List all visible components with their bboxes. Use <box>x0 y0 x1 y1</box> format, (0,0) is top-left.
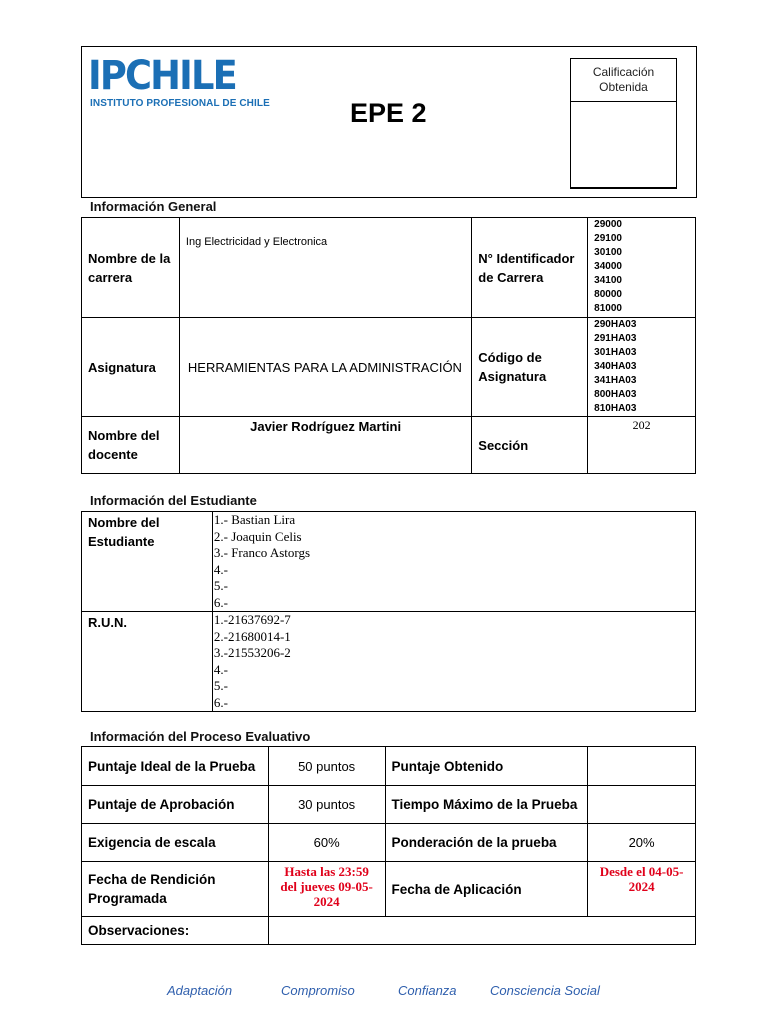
student-run: 1.-21637692-7 <box>213 612 291 627</box>
subject-code: 341HA03 <box>594 375 637 386</box>
student-name: 1.- Bastian Lira <box>213 512 296 527</box>
teacher-value: Javier Rodríguez Martini <box>179 417 471 474</box>
career-id-label: N° Identificador de Carrera <box>472 218 588 318</box>
weight-label: Ponderación de la prueba <box>385 824 588 862</box>
evaluation-info-title: Información del Proceso Evaluativo <box>90 729 311 744</box>
scale-value: 60% <box>268 824 385 862</box>
subject-code-label: Código de Asignatura <box>472 318 588 417</box>
footer-value-trust: Confianza <box>398 983 457 998</box>
general-info-title: Información General <box>90 199 217 214</box>
subject-code: 810HA03 <box>594 403 637 414</box>
footer-value-adaptation: Adaptación <box>167 983 233 998</box>
run-list <box>212 612 695 712</box>
teacher-label: Nombre del docente <box>82 417 180 474</box>
student-run: 5.- <box>213 678 228 693</box>
apply-date-value: Desde el 04-05-2024 <box>588 862 696 917</box>
career-id-list <box>588 218 696 318</box>
student-run: 2.-21680014-1 <box>213 628 291 644</box>
subject-code: 291HA03 <box>594 333 637 344</box>
run-label: R.U.N. <box>82 612 213 712</box>
ideal-score-label: Puntaje Ideal de la Prueba <box>82 747 269 786</box>
student-name-label: Nombre del Estudiante <box>82 512 213 612</box>
document-title: EPE 2 <box>350 98 427 128</box>
subject-value: HERRAMIENTAS PARA LA ADMINISTRACIÓN <box>179 318 471 417</box>
apply-date-label: Fecha de Aplicación <box>385 862 588 917</box>
max-time-value <box>588 786 696 824</box>
career-id: 80000 <box>594 289 622 300</box>
footer-value-commitment: Compromiso <box>281 983 355 998</box>
logo-subtitle: INSTITUTO PROFESIONAL DE CHILE <box>90 98 270 109</box>
student-name: 2.- Joaquin Celis <box>213 528 302 544</box>
student-run: 3.-21553206-2 <box>213 645 291 660</box>
student-info-table <box>81 511 696 712</box>
footer-value-social-conscience: Consciencia Social <box>490 983 600 998</box>
general-info-table <box>81 217 696 474</box>
student-name: 6.- <box>213 594 228 610</box>
student-run: 6.- <box>213 694 228 710</box>
pass-score-value: 30 puntos <box>268 786 385 824</box>
subject-code-list <box>588 318 696 417</box>
observations-label: Observaciones: <box>82 917 269 945</box>
student-name-list <box>212 512 695 612</box>
career-id: 29000 <box>594 219 622 230</box>
grade-label: Calificación Obtenida <box>570 58 677 102</box>
scale-label: Exigencia de escala <box>82 824 269 862</box>
due-date-value: Hasta las 23:59 del jueves 09-05-2024 <box>268 862 385 917</box>
obtained-score-value <box>588 747 696 786</box>
evaluation-table <box>81 746 696 945</box>
subject-code: 340HA03 <box>594 361 637 372</box>
student-name: 4.- <box>213 561 228 577</box>
career-id: 29100 <box>594 233 622 244</box>
due-date-label: Fecha de Rendición Programada <box>82 862 269 917</box>
ideal-score-value: 50 puntos <box>268 747 385 786</box>
section-label: Sección <box>472 417 588 474</box>
career-id: 34100 <box>594 275 622 286</box>
subject-code: 800HA03 <box>594 389 637 400</box>
obtained-score-label: Puntaje Obtenido <box>385 747 588 786</box>
student-name: 5.- <box>213 578 228 593</box>
subject-code: 290HA03 <box>594 319 637 330</box>
max-time-label: Tiempo Máximo de la Prueba <box>385 786 588 824</box>
pass-score-label: Puntaje de Aprobación <box>82 786 269 824</box>
observations-value <box>268 917 695 945</box>
subject-label: Asignatura <box>82 318 180 417</box>
subject-code: 301HA03 <box>594 347 637 358</box>
student-run: 4.- <box>213 661 228 677</box>
student-info-title: Información del Estudiante <box>90 493 257 508</box>
career-label: Nombre de la carrera <box>82 218 180 318</box>
ipchile-logo: IPCHILE <box>88 53 236 99</box>
career-value: Ing Electricidad y Electronica <box>179 218 471 318</box>
student-name: 3.- Franco Astorgs <box>213 545 311 560</box>
career-id: 30100 <box>594 247 622 258</box>
career-id: 81000 <box>594 303 622 314</box>
career-id: 34000 <box>594 261 622 272</box>
section-value: 202 <box>588 417 696 474</box>
weight-value: 20% <box>588 824 696 862</box>
